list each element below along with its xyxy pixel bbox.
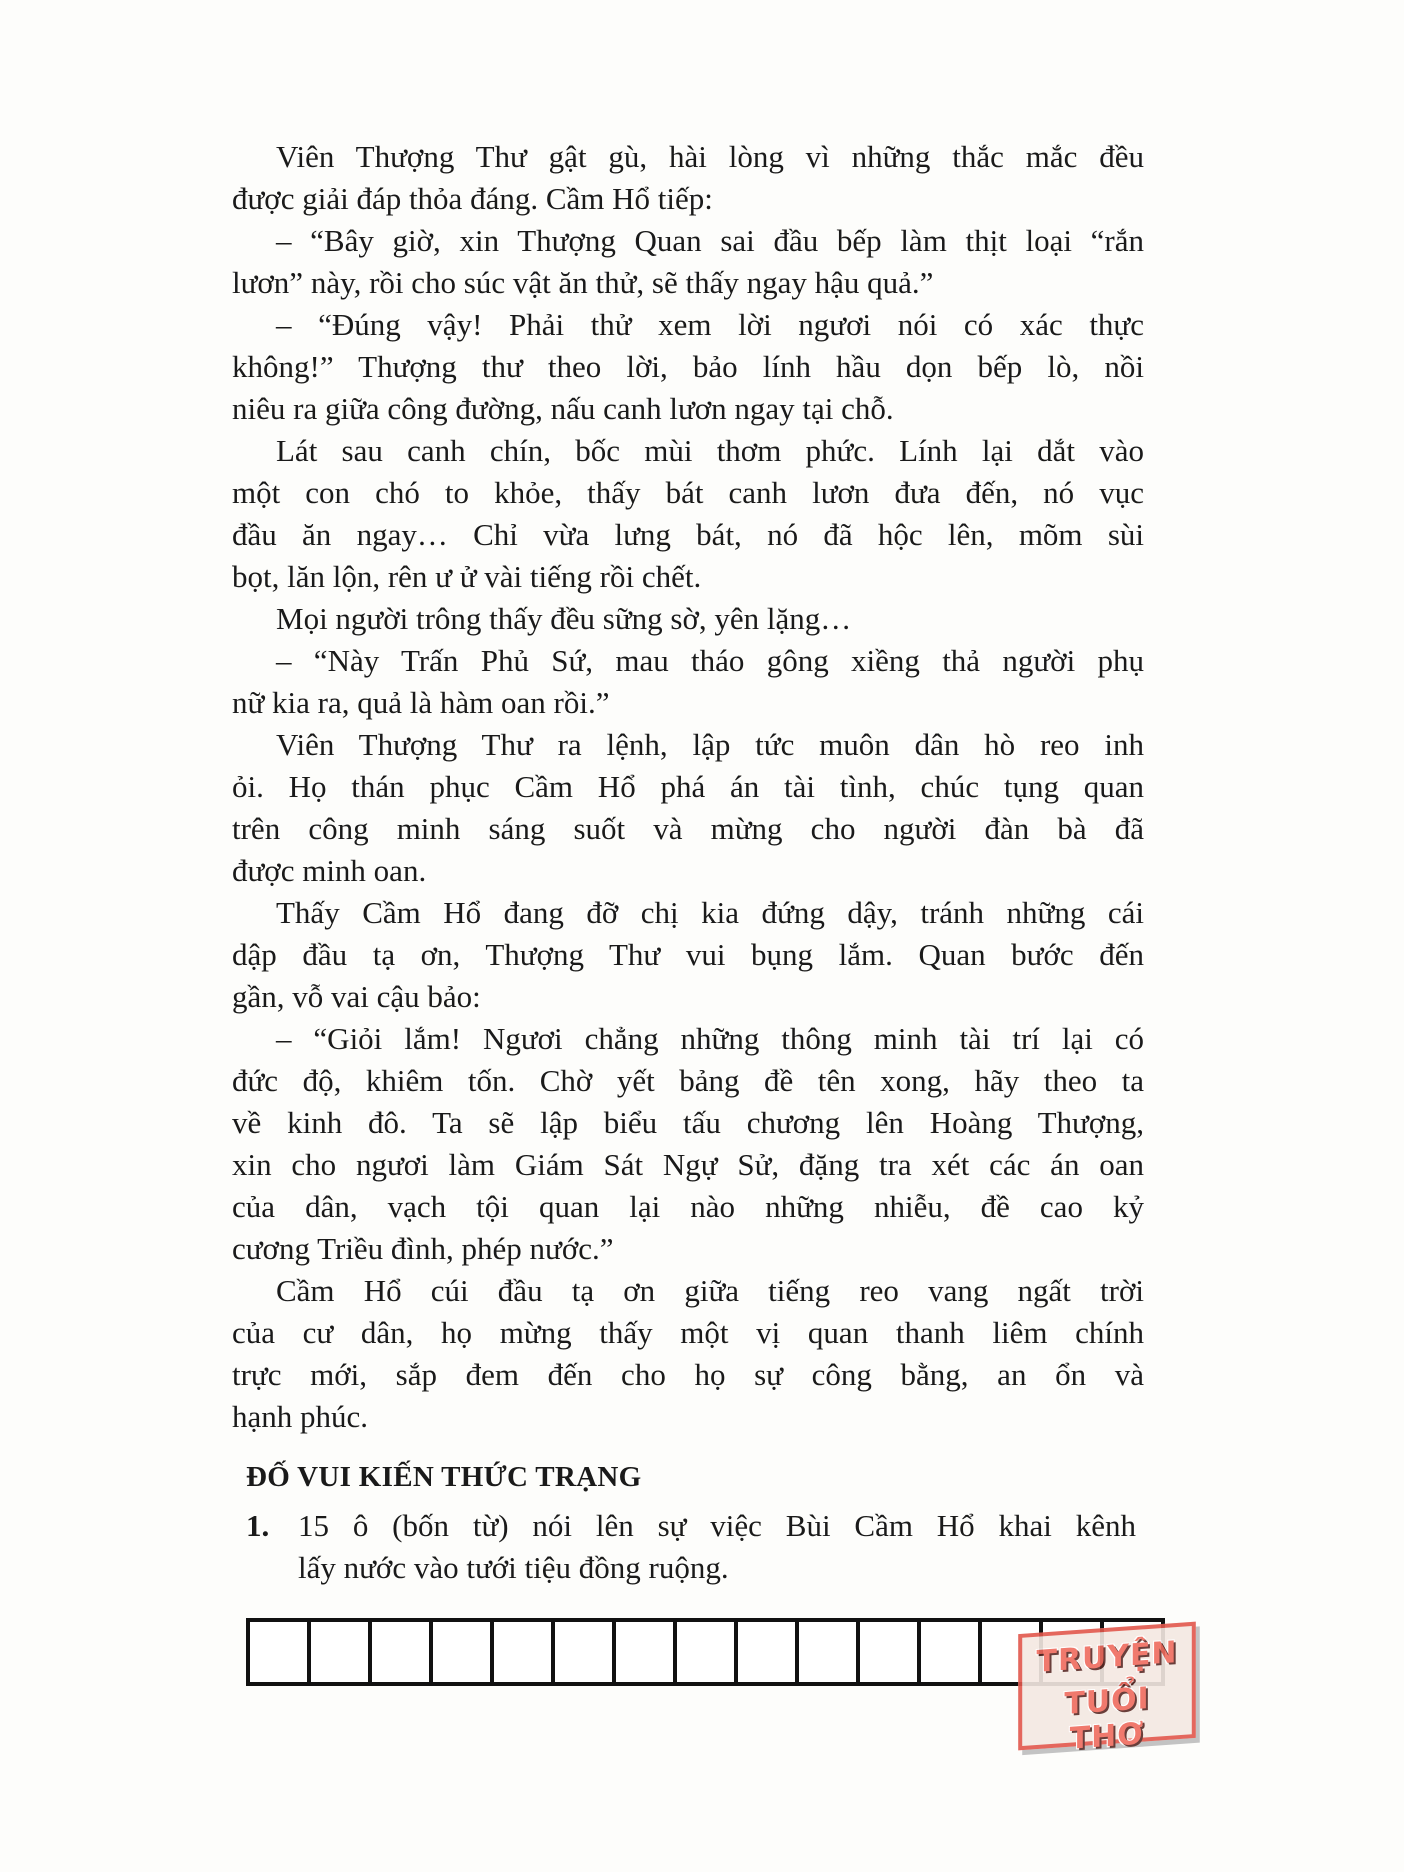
text-line: đầu ăn ngay… Chỉ vừa lưng bát, nó đã hộc lên, mõm sùi — [232, 517, 1144, 552]
text-line: trên công minh sáng suốt và mừng cho người đàn bà đã — [232, 811, 1144, 846]
text-line: của cư dân, họ mừng thấy một vị quan thanh liêm chính — [232, 1315, 1144, 1350]
text-line: một con chó to khỏe, thấy bát canh lươn đưa đến, nó vục — [232, 475, 1144, 510]
logo-line-1: TRUYỆN — [1036, 1634, 1178, 1680]
text-line: Cầm Hổ cúi đầu tạ ơn giữa tiếng reo vang ngất trời — [276, 1273, 1144, 1308]
text-line: Thấy Cầm Hổ đang đỡ chị kia đứng dậy, tránh những cái — [276, 895, 1144, 930]
answer-box[interactable] — [250, 1622, 311, 1682]
answer-box[interactable] — [494, 1622, 555, 1682]
question-line: 15 ô (bốn từ) nói lên sự việc Bùi Cầm Hổ khai kênh — [298, 1508, 1136, 1543]
quiz-heading: ĐỐ VUI KIẾN THỨC TRẠNG — [246, 1461, 642, 1493]
answer-box[interactable] — [677, 1622, 738, 1682]
text-line: Viên Thượng Thư gật gù, hài lòng vì những thắc mắc đều — [276, 139, 1144, 174]
text-line: hạnh phúc. — [232, 1399, 369, 1434]
text-line: lươn” này, rồi cho súc vật ăn thử, sẽ thấy ngay hậu quả.” — [232, 265, 934, 300]
logo-line-2: TUỔI THƠ — [1064, 1681, 1150, 1757]
text-line: dập đầu tạ ơn, Thượng Thư vui bụng lắm. Quan bước đến — [232, 937, 1144, 972]
text-line: xin cho ngươi làm Giám Sát Ngự Sử, đặng tra xét các án oan — [232, 1147, 1144, 1182]
text-line: cương Triều đình, phép nước.” — [232, 1231, 614, 1266]
answer-box[interactable] — [738, 1622, 799, 1682]
text-line: bọt, lăn lộn, rên ư ử vài tiếng rồi chết. — [232, 559, 702, 594]
answer-box[interactable] — [555, 1622, 616, 1682]
text-line: được minh oan. — [232, 853, 427, 888]
answer-box[interactable] — [799, 1622, 860, 1682]
question-text — [298, 1505, 1136, 1589]
text-line: ỏi. Họ thán phục Cầm Hổ phá án tài tình, chúc tụng quan — [232, 769, 1144, 804]
text-line: nữ kia ra, quả là hàm oan rồi.” — [232, 685, 610, 720]
answer-box[interactable] — [311, 1622, 372, 1682]
answer-box[interactable] — [433, 1622, 494, 1682]
text-line: được giải đáp thỏa đáng. Cầm Hổ tiếp: — [232, 181, 713, 216]
text-line: của dân, vạch tội quan lại nào những nhiễu, đề cao kỷ — [232, 1189, 1144, 1224]
question-number: 1. — [246, 1508, 270, 1543]
text-line: – “Đúng vậy! Phải thử xem lời ngươi nói có xác thực — [276, 307, 1144, 342]
answer-box[interactable] — [616, 1622, 677, 1682]
answer-box[interactable] — [860, 1622, 921, 1682]
text-line: – “Này Trấn Phủ Sứ, mau tháo gông xiềng thả người phụ — [276, 643, 1144, 678]
story-text — [232, 136, 1144, 1438]
text-line: Viên Thượng Thư ra lệnh, lập tức muôn dân hò reo inh — [276, 727, 1144, 762]
text-line: trực mới, sắp đem đến cho họ sự công bằng, an ổn và — [232, 1357, 1144, 1392]
text-line: không!” Thượng thư theo lời, bảo lính hầu dọn bếp lò, nồi — [232, 349, 1144, 384]
quiz-question-1 — [246, 1505, 1136, 1589]
text-line: về kinh đô. Ta sẽ lập biểu tấu chương lên Hoàng Thượng, — [232, 1105, 1144, 1140]
text-line: Mọi người trông thấy đều sững sờ, yên lặng… — [276, 601, 852, 636]
text-line: niêu ra giữa công đường, nấu canh lươn ngay tại chỗ. — [232, 391, 894, 426]
question-line: lấy nước vào tưới tiệu đồng ruộng. — [298, 1550, 729, 1585]
answer-box[interactable] — [921, 1622, 982, 1682]
text-line: đức độ, khiêm tốn. Chờ yết bảng đề tên xong, hãy theo ta — [232, 1063, 1144, 1098]
answer-box[interactable] — [372, 1622, 433, 1682]
watermark-logo — [1018, 1622, 1196, 1757]
text-line: Lát sau canh chín, bốc mùi thơm phức. Lính lại dắt vào — [276, 433, 1144, 468]
text-line: gần, vỗ vai cậu bảo: — [232, 979, 481, 1014]
text-line: – “Giỏi lắm! Ngươi chẳng những thông minh tài trí lại có — [276, 1021, 1144, 1056]
text-line: – “Bây giờ, xin Thượng Quan sai đầu bếp làm thịt loại “rắn — [276, 223, 1144, 258]
